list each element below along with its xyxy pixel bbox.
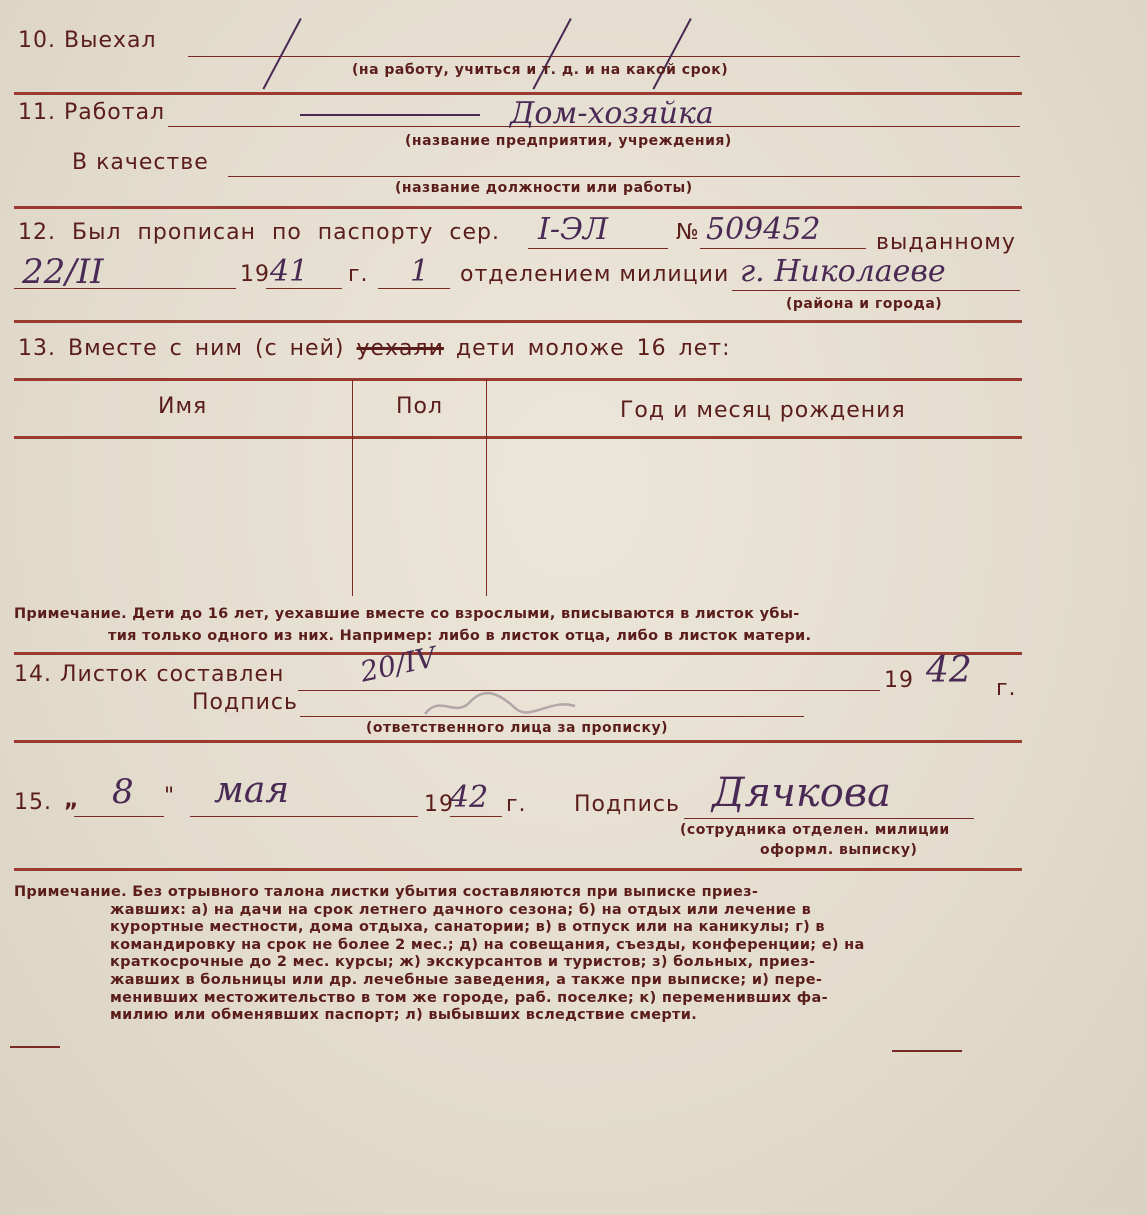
passport-series: I-ЭЛ	[538, 212, 608, 247]
footnote-line: курортные местности, дома отдыха, санатории; в) в отпуск или на каникулы; г) в	[110, 919, 825, 936]
footnote-line: жавших в больницы или др. лечебные заведения, а также при выписке; и) пере-	[110, 971, 823, 988]
extract-day-line	[74, 816, 164, 817]
city-handwritten: г. Николаеве	[740, 254, 946, 289]
item-10-line	[188, 56, 1020, 57]
column-header-name: Имя	[158, 394, 208, 419]
item-15-label: 15.	[14, 790, 52, 815]
item-14-label: 14. Листок составлен	[14, 662, 285, 687]
extract-month: мая	[214, 770, 290, 811]
section-divider	[14, 206, 1022, 209]
employer-handwritten: Дом-хозяйка	[510, 96, 714, 131]
compiled-year-g: г.	[996, 676, 1017, 701]
dash-mark	[300, 114, 480, 116]
compiled-date: 20/IV	[357, 640, 439, 689]
department-line	[378, 288, 450, 289]
department-number: 1	[410, 254, 430, 289]
series-line	[528, 248, 668, 249]
extract-year-line	[450, 816, 502, 817]
edge-mark	[10, 1046, 60, 1048]
city-caption: (района и города)	[786, 296, 943, 312]
passport-number: 509452	[706, 212, 821, 247]
issue-date: 22/II	[22, 252, 104, 292]
compiled-date-line	[298, 690, 880, 691]
item-15-caption-2: оформл. выписку)	[760, 842, 918, 858]
footnote-line: менивших местожительство в том же городе, раб. поселке; к) переменивших фа-	[110, 989, 828, 1006]
extract-year-g: г.	[506, 792, 527, 817]
item-13-label	[18, 336, 731, 361]
table-column-divider	[486, 380, 487, 596]
item-10-label: 10. Выехал	[18, 28, 157, 53]
item-10-caption: (на работу, учиться и т. д. и на какой срок)	[352, 62, 729, 78]
section-divider	[14, 652, 1022, 655]
extract-month-line	[190, 816, 418, 817]
quote-close-mark: "	[164, 784, 176, 809]
section-divider	[14, 868, 1022, 871]
stamp-signature-mark	[420, 688, 580, 724]
struck-word: уехали	[356, 336, 444, 361]
officer-signature: Дячкова	[712, 770, 891, 816]
number-line	[700, 248, 866, 249]
section-divider	[14, 740, 1022, 743]
city-line	[732, 290, 1020, 291]
year-g: г.	[348, 262, 369, 287]
issue-date-line	[14, 288, 236, 289]
edge-mark	[892, 1050, 962, 1052]
issued-label: выданному	[876, 230, 1016, 255]
footnote-line: краткосрочные до 2 мес. курсы; ж) экскурсантов и туристов; з) больных, приез-	[110, 954, 816, 971]
position-caption: (название должности или работы)	[395, 180, 693, 196]
extract-day: 8	[112, 772, 134, 812]
column-header-birth: Год и месяц рождения	[620, 398, 906, 423]
section-divider	[14, 320, 1022, 323]
footnote-line: Примечание. Без отрывного талона листки убытия составляются при выписке приез-	[14, 884, 759, 900]
item-13-label-start: 13. Вместе с ним (с ней)	[18, 336, 345, 361]
item-14-sign-caption: (ответственного лица за прописку)	[366, 720, 668, 736]
item-13-note-line1: Примечание. Дети до 16 лет, уехавшие вместе со взрослыми, вписываются в листок убы-	[14, 606, 800, 622]
year-line	[266, 288, 342, 289]
item-15-caption-1: (сотрудника отделен. милиции	[680, 822, 950, 838]
position-line	[228, 176, 1020, 177]
item-11-label: 11. Работал	[18, 100, 166, 125]
compiled-year-prefix: 19	[884, 668, 914, 693]
item-11-caption: (название предприятия, учреждения)	[405, 133, 732, 149]
number-sign: №	[676, 220, 700, 245]
table-top-rule	[14, 378, 1022, 381]
compiled-year: 42	[926, 650, 972, 691]
item-13-note-line2: тия только одного из них. Например: либо в листок отца, либо в листок матери.	[108, 628, 812, 644]
table-column-divider	[352, 380, 353, 596]
footnote-line: жавших: а) на дачи на срок летнего дачного сезона; б) на отдых или лечение в	[110, 901, 812, 918]
section-divider	[14, 92, 1022, 95]
extract-year-prefix: 19	[424, 792, 454, 817]
issue-year: 41	[270, 254, 309, 289]
officer-sign-line	[684, 818, 974, 819]
department-label: отделением милиции	[460, 262, 730, 287]
year-prefix: 19	[240, 262, 270, 287]
position-label: В качестве	[72, 150, 209, 175]
footnote-block	[14, 884, 1024, 1025]
footnote-line: милию или обменявших паспорт; л) выбывших вследствие смерти.	[110, 1007, 698, 1024]
column-header-sex: Пол	[396, 394, 444, 419]
item-13-label-end: дети моложе 16 лет:	[455, 336, 731, 361]
item-12-label: 12. Был прописан по паспорту сер.	[18, 220, 500, 245]
table-header-rule	[14, 436, 1022, 439]
footnote-line: командировку на срок не более 2 мес.; д) на совещания, съезды, конференции; е) на	[110, 936, 865, 953]
quote-open-mark: „	[64, 788, 80, 813]
extract-year: 42	[450, 780, 489, 815]
item-15-sign-label: Подпись	[574, 792, 680, 817]
item-14-sign-label: Подпись	[192, 690, 298, 715]
